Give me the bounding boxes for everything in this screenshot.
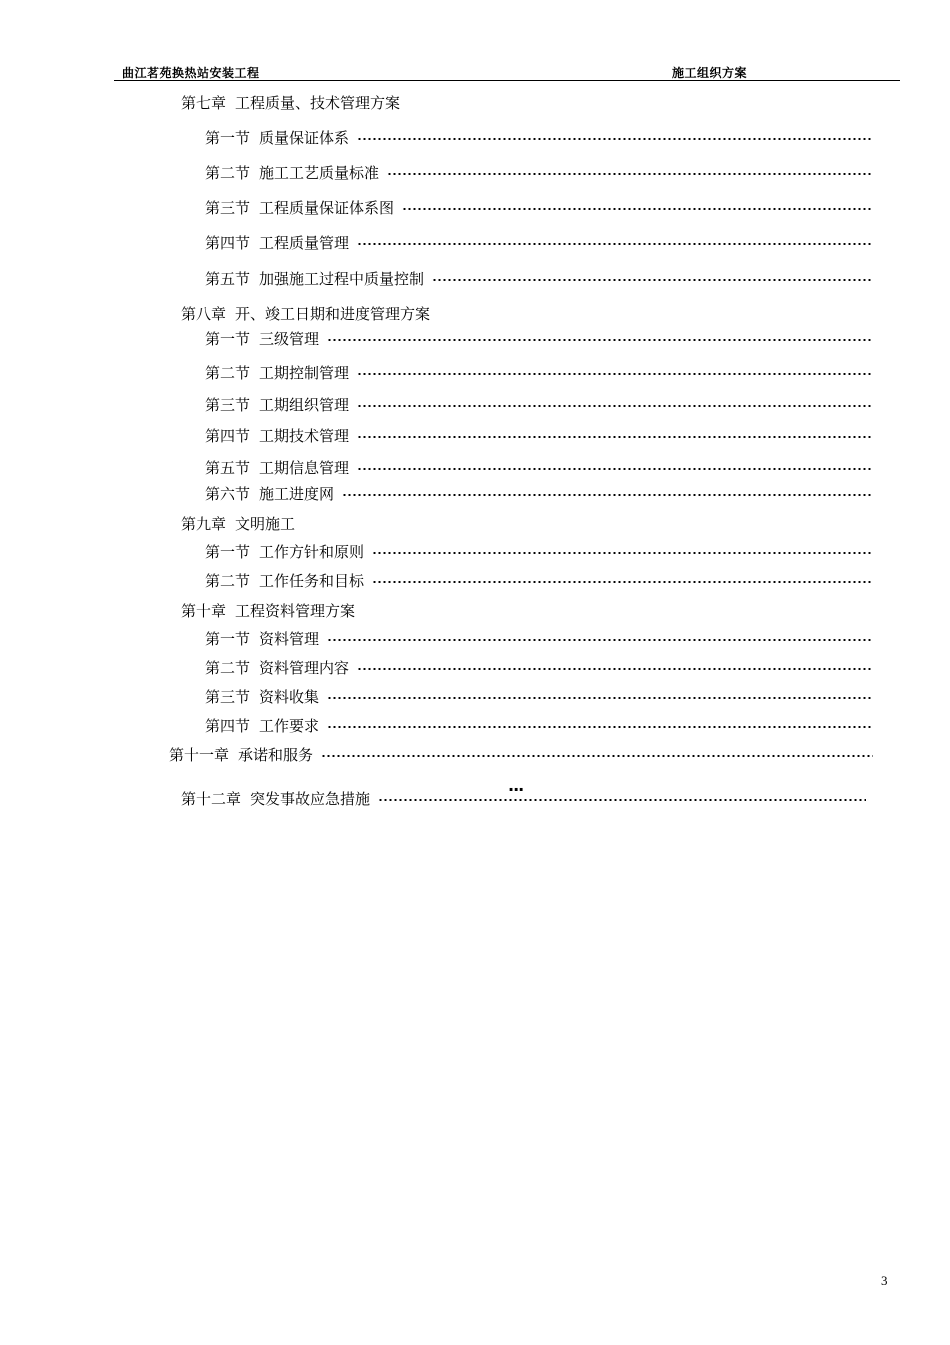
toc-entry-number: 第一节 (205, 543, 251, 561)
toc-entry-title: 工期信息管理 (259, 459, 350, 477)
toc-section-entry[interactable] (205, 127, 873, 149)
toc-entry-title: 工程质量保证体系图 (259, 199, 395, 217)
toc-entry-title: 资料管理内容 (259, 659, 350, 677)
toc-entry-label (181, 92, 400, 114)
toc-entry-number: 第九章 (181, 515, 227, 533)
toc-dot-leader (372, 581, 873, 583)
toc-entry-title: 工作任务和目标 (259, 572, 365, 590)
toc-dot-leader (387, 173, 873, 175)
toc-section-entry[interactable] (205, 162, 873, 184)
toc-entry-title: 工期组织管理 (259, 396, 350, 414)
toc-entry-label (205, 686, 319, 708)
toc-entry-number: 第二节 (205, 572, 251, 590)
toc-entry-label (169, 744, 313, 766)
toc-dot-leader (357, 405, 873, 407)
toc-entry-title: 三级管理 (259, 330, 320, 348)
toc-entry-number: 第五节 (205, 270, 251, 288)
toc-dot-leader (372, 552, 873, 554)
toc-entry-number: 第四节 (205, 234, 251, 252)
toc-entry-number: 第十二章 (181, 790, 242, 808)
toc-entry-label (205, 362, 349, 384)
toc-chapter-entry[interactable] (181, 600, 355, 622)
toc-dot-leader (378, 799, 866, 801)
toc-entry-number: 第一节 (205, 330, 251, 348)
toc-section-entry[interactable] (205, 268, 873, 290)
toc-entry-label (205, 127, 349, 149)
toc-section-entry[interactable] (205, 686, 873, 708)
toc-entry-title: 承诺和服务 (238, 746, 314, 764)
toc-dot-leader (327, 639, 873, 641)
toc-entry-label (205, 715, 319, 737)
toc-dot-leader (357, 436, 873, 438)
toc-entry-label (205, 162, 379, 184)
toc-entry-title: 施工进度网 (259, 485, 335, 503)
toc-entry-number: 第二节 (205, 659, 251, 677)
toc-dot-leader (321, 755, 873, 757)
toc-dot-leader (327, 697, 873, 699)
toc-section-entry[interactable] (205, 657, 873, 679)
toc-section-entry[interactable] (205, 483, 873, 505)
toc-entry-label (181, 600, 355, 622)
toc-entry-title: 工程资料管理方案 (235, 602, 356, 620)
toc-entry-label (205, 394, 349, 416)
toc-entry-label (205, 541, 364, 563)
header-document-type: 施工组织方案 (672, 66, 748, 80)
toc-chapter-entry[interactable] (181, 788, 866, 810)
toc-entry-title: 资料管理 (259, 630, 320, 648)
toc-entry-title: 工作要求 (259, 717, 320, 735)
toc-dot-leader (357, 138, 873, 140)
toc-entry-label (205, 457, 349, 479)
toc-dot-leader (357, 243, 873, 245)
toc-entry-number: 第三节 (205, 396, 251, 414)
toc-entry-title: 资料收集 (259, 688, 320, 706)
toc-entry-label (205, 570, 364, 592)
toc-entry-number: 第四节 (205, 717, 251, 735)
toc-entry-title: 质量保证体系 (259, 129, 350, 147)
toc-section-entry[interactable] (205, 541, 873, 563)
toc-entry-title: 开、竣工日期和进度管理方案 (235, 305, 431, 323)
toc-entry-number: 第二节 (205, 164, 251, 182)
toc-entry-title: 工期控制管理 (259, 364, 350, 382)
toc-entry-label (205, 268, 424, 290)
toc-entry-label (205, 425, 349, 447)
toc-entry-title: 突发事故应急措施 (250, 790, 371, 808)
toc-entry-label (205, 328, 319, 350)
toc-section-entry[interactable] (205, 425, 873, 447)
toc-entry-label (205, 232, 349, 254)
toc-chapter-entry[interactable] (181, 303, 430, 325)
toc-section-entry[interactable] (205, 394, 873, 416)
toc-section-entry[interactable] (205, 628, 873, 650)
toc-entry-label (181, 303, 430, 325)
toc-entry-number: 第十章 (181, 602, 227, 620)
toc-dot-leader (327, 726, 873, 728)
toc-dot-leader (342, 494, 873, 496)
toc-section-entry[interactable] (205, 715, 873, 737)
toc-entry-number: 第六节 (205, 485, 251, 503)
toc-entry-label (205, 628, 319, 650)
toc-entry-number: 第二节 (205, 364, 251, 382)
toc-entry-label (205, 197, 394, 219)
toc-chapter-entry[interactable] (169, 744, 873, 766)
toc-section-entry[interactable] (205, 362, 873, 384)
stray-ellipsis-mark: ··· (508, 780, 524, 799)
toc-entry-title: 文明施工 (235, 515, 296, 533)
toc-entry-number: 第三节 (205, 688, 251, 706)
toc-entry-title: 工程质量管理 (259, 234, 350, 252)
toc-entry-title: 加强施工过程中质量控制 (259, 270, 425, 288)
toc-dot-leader (327, 339, 873, 341)
toc-entry-title: 施工工艺质量标准 (259, 164, 380, 182)
toc-entry-label (181, 788, 370, 810)
toc-dot-leader (357, 668, 873, 670)
toc-dot-leader (402, 208, 873, 210)
toc-section-entry[interactable] (205, 570, 873, 592)
toc-entry-number: 第五节 (205, 459, 251, 477)
toc-entry-label (205, 657, 349, 679)
header-divider (114, 80, 900, 81)
toc-entry-number: 第四节 (205, 427, 251, 445)
toc-entry-number: 第三节 (205, 199, 251, 217)
toc-section-entry[interactable] (205, 197, 873, 219)
toc-entry-title: 工作方针和原则 (259, 543, 365, 561)
toc-entry-title: 工程质量、技术管理方案 (235, 94, 401, 112)
toc-entry-number: 第七章 (181, 94, 227, 112)
toc-chapter-entry[interactable] (181, 92, 400, 114)
toc-dot-leader (357, 373, 873, 375)
toc-section-entry[interactable] (205, 232, 873, 254)
header-project-title: 曲江茗苑换热站安装工程 (122, 66, 260, 80)
toc-entry-label (205, 483, 334, 505)
toc-entry-number: 第八章 (181, 305, 227, 323)
toc-entry-number: 第一节 (205, 129, 251, 147)
toc-section-entry[interactable] (205, 457, 873, 479)
toc-dot-leader (432, 279, 873, 281)
toc-entry-title: 工期技术管理 (259, 427, 350, 445)
toc-chapter-entry[interactable] (181, 513, 295, 535)
toc-dot-leader (357, 468, 873, 470)
toc-section-entry[interactable] (205, 328, 873, 350)
page-number: 3 (881, 1273, 888, 1288)
toc-entry-number: 第十一章 (169, 746, 230, 764)
toc-entry-label (181, 513, 295, 535)
toc-entry-number: 第一节 (205, 630, 251, 648)
